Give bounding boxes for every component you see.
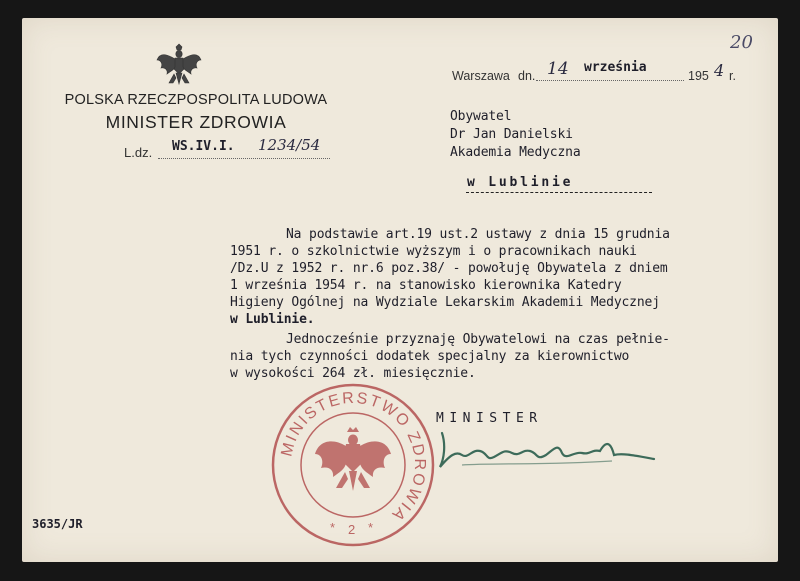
addressee-title: Obywatel: [450, 109, 512, 124]
ldz-handwritten-number: 1234/54: [258, 136, 321, 154]
svg-text:*: *: [368, 520, 374, 535]
body-line: w Lublinie.: [230, 312, 315, 327]
ldz-dotted-line: [158, 158, 330, 159]
date-month: września: [584, 60, 647, 75]
svg-text:*: *: [330, 520, 336, 535]
page-number: 20: [730, 32, 753, 53]
body-line: 1 września 1954 r. na stanowisko kierownika Katedry: [230, 278, 622, 293]
stamp-eagle-icon: [315, 427, 391, 491]
addressee-city-underline: [466, 192, 652, 193]
body-line: Jednocześnie przyznaję Obywatelowi na czas pełnie-: [286, 332, 670, 347]
body-line: Higieny Ogólnej na Wydziale Lekarskim Akademii Medycznej: [230, 295, 660, 310]
date-dn-label: dn.: [518, 69, 536, 83]
date-year-digit: 4: [714, 61, 725, 80]
body-line: w wysokości 264 zł. miesięcznie.: [230, 366, 476, 381]
body-line: Na podstawie art.19 ust.2 ustawy z dnia 15 grudnia: [286, 227, 670, 242]
addressee-city: w Lublinie: [467, 175, 574, 190]
addressee-institution: Akademia Medyczna: [450, 145, 581, 160]
header-ministry: MINISTER ZDROWIA: [105, 112, 287, 132]
body-line: nia tych czynności dodatek specjalny za kierownictwo: [230, 349, 630, 364]
stamp-number: 2: [348, 522, 356, 537]
handwritten-signature: [432, 425, 672, 473]
date-year-prefix: 195: [688, 69, 709, 83]
ldz-label: L.dz.: [124, 145, 153, 160]
addressee-name: Dr Jan Danielski: [450, 127, 573, 142]
stamp-text: MINISTERSTWO ZDROWIA: [278, 389, 429, 525]
ldz-typed-number: WS.IV.I.: [172, 139, 235, 154]
header-country: POLSKA RZECZPOSPOLITA LUDOWA: [64, 92, 328, 108]
date-day: 14: [547, 59, 569, 79]
reference-code: 3635/JR: [32, 517, 83, 531]
body-line: 1951 r. o szkolnictwie wyższym i o pracownikach nauki: [230, 244, 637, 259]
date-dotted-line: [536, 80, 684, 81]
date-city: Warszawa: [452, 69, 510, 83]
ministry-stamp: [268, 380, 438, 550]
body-line: /Dz.U z 1952 r. nr.6 poz.38/ - powołuję Obywatela z dniem: [230, 261, 668, 276]
eagle-emblem-icon: [155, 40, 203, 88]
signatory-title: MINISTER: [436, 411, 543, 426]
date-r-label: r.: [729, 69, 736, 83]
